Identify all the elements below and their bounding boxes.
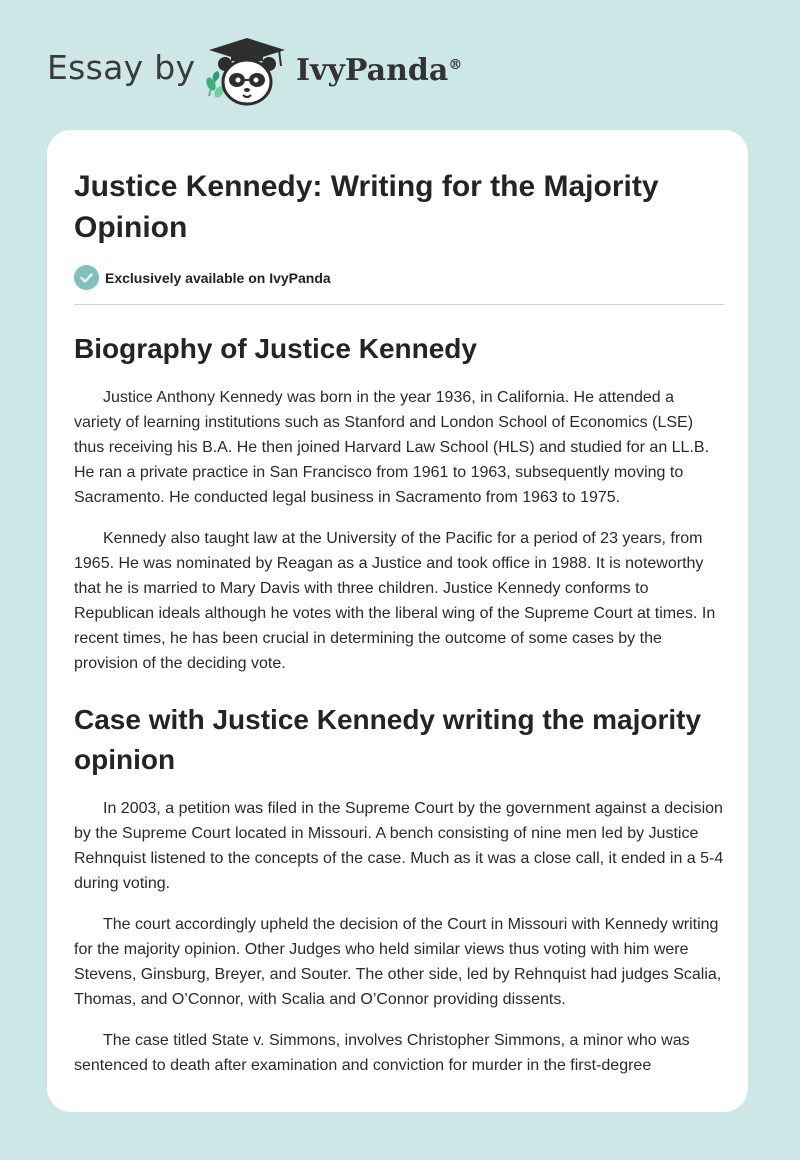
article-card (47, 130, 748, 1112)
section-heading: Biography of Justice Kennedy (74, 333, 477, 364)
paragraph: Justice Anthony Kennedy was born in the year 1936, in California. He attended a variety of learning institutions such as Stanford and London School of Economics (LSE) thus receiving his B.A. He then joined Harvard Law School (HLS) and studied for an LL.B. He ran a private practice in San Francisco from 1961 to 1963, subsequently moving to Sacramento. He conducted legal business in Sacramento from 1963 to 1975. (74, 389, 710, 506)
exclusive-badge (74, 265, 724, 290)
paragraph: In 2003, a petition was filed in the Supreme Court by the government against a decision by the Supreme Court located in Missouri. A bench consisting of nine men led by Justice Rehnquist listened to the concepts of the case. Much as it was a close call, it ended in a 5-4 during voting. (74, 800, 724, 892)
registered-mark: ® (448, 57, 463, 73)
panda-logo-icon[interactable] (201, 36, 293, 108)
article-title: Justice Kennedy: Writing for the Majority Opinion (74, 170, 659, 244)
logo-prefix: Essay by (47, 48, 196, 87)
logo-brand[interactable] (296, 53, 462, 88)
exclusive-badge-text: Exclusively available on IvyPanda (105, 269, 331, 286)
brand-name: IvyPanda (296, 53, 449, 88)
paragraph: The court accordingly upheld the decision of the Court in Missouri with Kennedy writing for the majority opinion. Other Judges who held similar views thus voting with him were Stevens, Ginsburg, Breyer, and Souter. The other side, led by Rehnquist had judges Scalia, Thomas, and O’Connor, with Scalia and O’Connor providing dissents. (74, 916, 722, 1008)
check-icon (74, 265, 99, 290)
site-header (0, 0, 800, 130)
article-content (74, 166, 724, 1094)
section-heading: Case with Justice Kennedy writing the majority opinion (74, 704, 702, 775)
paragraph: Kennedy also taught law at the University of the Pacific for a period of 23 years, from 1965. He was nominated by Reagan as a Justice and took office in 1988. It is noteworthy that he is married to Mary Davis with three children. Justice Kennedy conforms to Republican ideals although he votes with the liberal wing of the Supreme Court at times. In recent times, he has been crucial in determining the outcome of some cases by the provision of the deciding vote. (74, 530, 716, 672)
divider (74, 304, 724, 305)
paragraph: The case titled State v. Simmons, involves Christopher Simmons, a minor who was sentenced to death after examination and conviction for murder in the first-degree (74, 1032, 690, 1074)
